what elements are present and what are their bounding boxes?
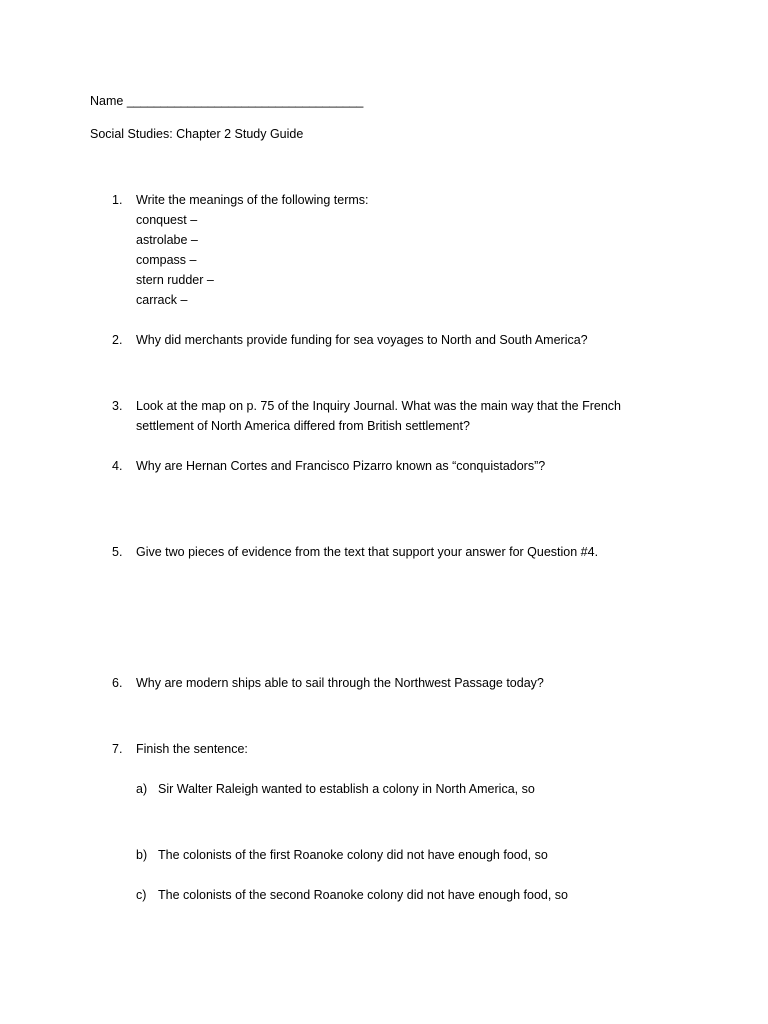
question-text: Finish the sentence:	[136, 742, 248, 756]
question-body	[136, 396, 621, 436]
subitem-letter: a)	[136, 782, 148, 796]
question-number: 7.	[112, 742, 123, 756]
question-text: Write the meanings of the following terms:	[136, 193, 369, 207]
question-text: Why are Hernan Cortes and Francisco Pizarro known as “conquistadors”?	[136, 459, 546, 473]
term-astrolabe: astrolabe –	[136, 233, 198, 247]
term-conquest: conquest –	[136, 213, 198, 227]
name-label: Name	[90, 94, 124, 108]
question-body	[136, 739, 248, 759]
page-title: Social Studies: Chapter 2 Study Guide	[90, 127, 304, 141]
question-text: Why did merchants provide funding for sea voyages to North and South America?	[136, 333, 588, 347]
subitem-text: The colonists of the second Roanoke colony did not have enough food, so	[158, 888, 569, 902]
subitem-text: The colonists of the first Roanoke colony did not have enough food, so	[158, 848, 548, 862]
subitem-text: Sir Walter Raleigh wanted to establish a colony in North America, so	[158, 782, 535, 796]
question-number: 3.	[112, 399, 123, 413]
question-number: 1.	[112, 193, 123, 207]
question-body	[136, 542, 598, 562]
question-number: 2.	[112, 333, 123, 347]
question-text: Look at the map on p. 75 of the Inquiry Journal. What was the main way that the French	[136, 399, 621, 413]
name-line	[90, 93, 363, 109]
term-compass: compass –	[136, 253, 197, 267]
question-body	[136, 456, 545, 476]
question-number: 6.	[112, 676, 123, 690]
subitem-letter: c)	[136, 888, 147, 902]
name-blank: ___________________________________	[126, 94, 364, 108]
question-number: 5.	[112, 545, 123, 559]
term-stern-rudder: stern rudder –	[136, 273, 214, 287]
question-body	[136, 330, 588, 350]
question-text: Give two pieces of evidence from the text that support your answer for Question #4.	[136, 545, 599, 559]
question-body	[136, 190, 369, 310]
question-number: 4.	[112, 459, 123, 473]
question-text-continued: settlement of North America differed from British settlement?	[136, 419, 470, 433]
term-carrack: carrack –	[136, 293, 188, 307]
question-text: Why are modern ships able to sail through the Northwest Passage today?	[136, 676, 544, 690]
question-body	[136, 673, 544, 693]
subitem-letter: b)	[136, 848, 148, 862]
